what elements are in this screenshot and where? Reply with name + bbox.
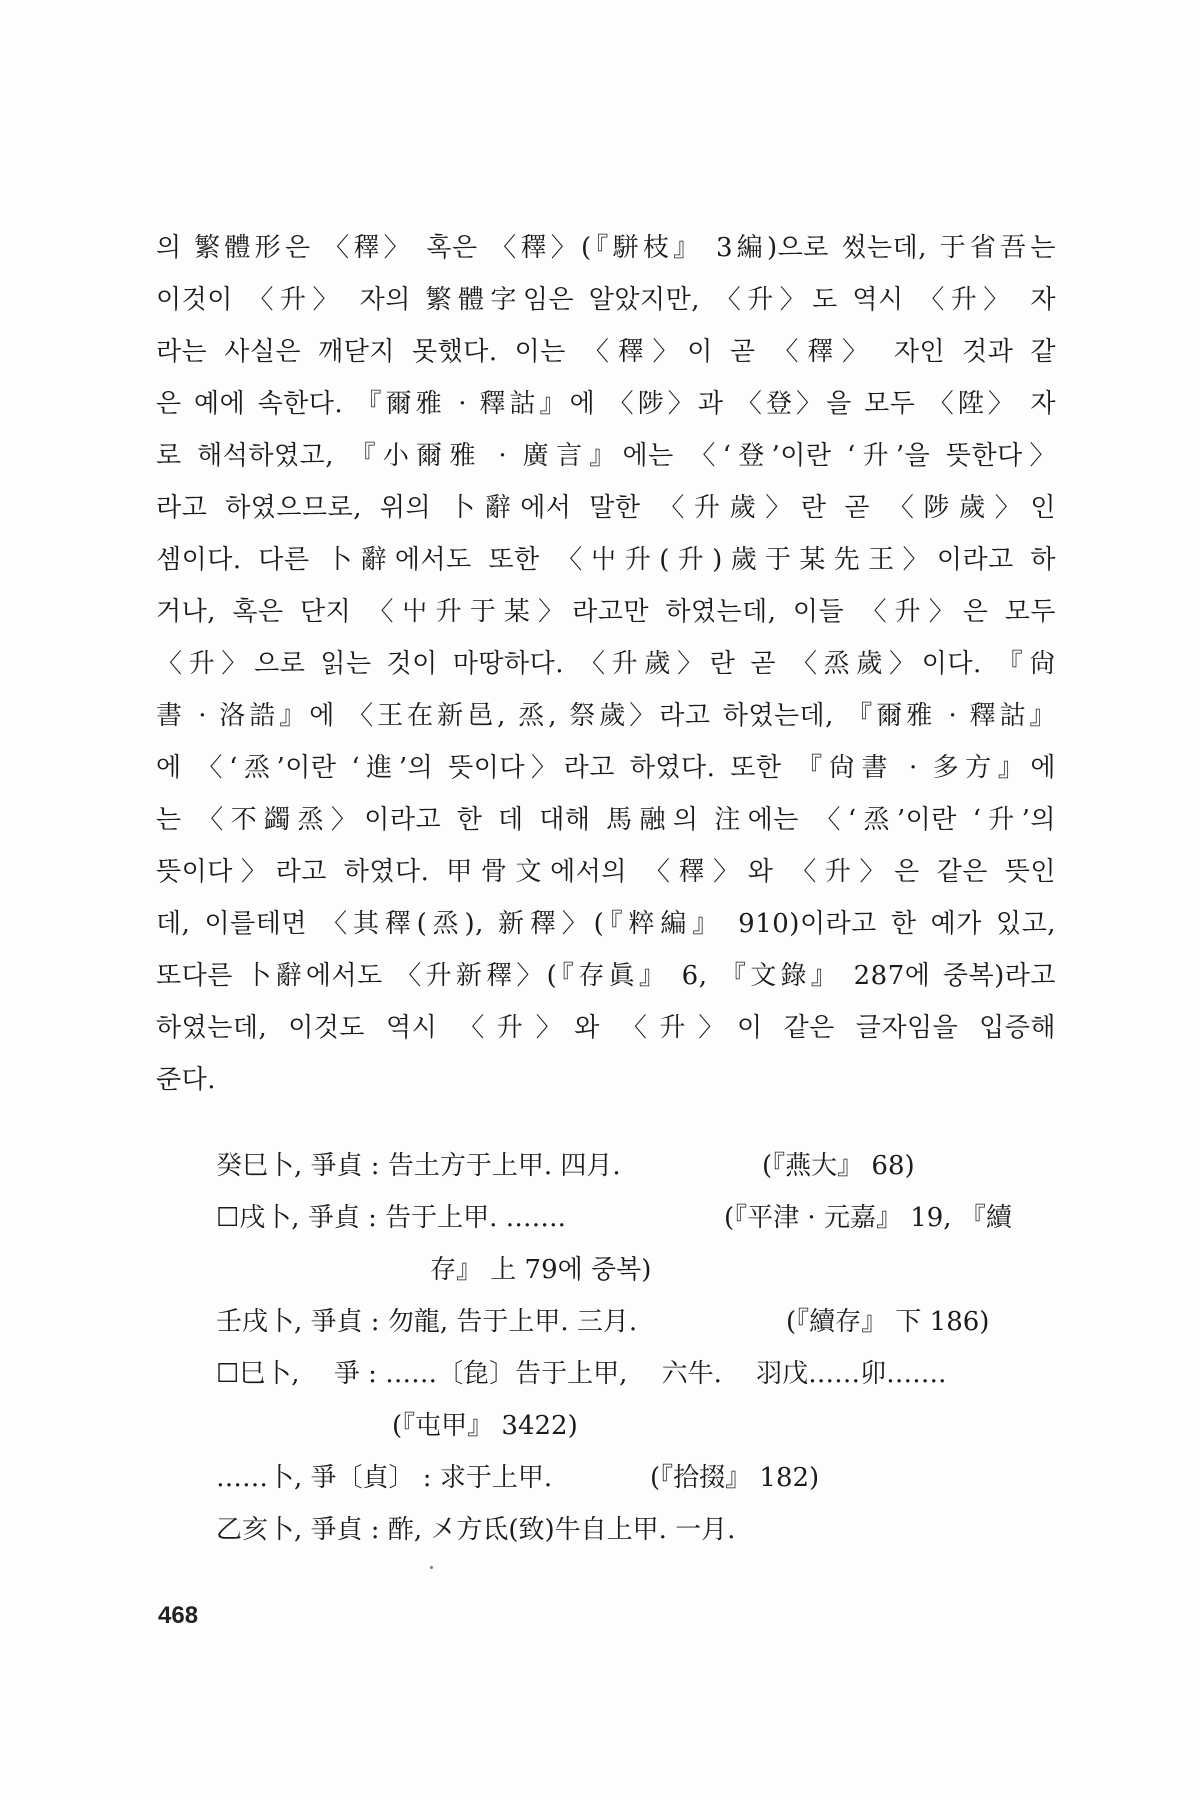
inscription-text: ……卜, 爭〔貞〕 : 求于上甲. xyxy=(216,1463,553,1493)
inscription-text: 乙亥卜, 爭貞 : 酢, 㐅方氐(致)牛自上甲. 一月. xyxy=(216,1515,736,1545)
inscription-text: 癸巳卜, 爭貞 : 告土方于上甲. 四月. xyxy=(216,1151,621,1181)
inscription-entry xyxy=(216,1452,1056,1504)
body-line: 또다른 卜辭에서도 〈升新䆁〉(『存眞』 6, 『文錄』 287에 중복)라고 xyxy=(156,961,1056,991)
body-paragraph xyxy=(156,222,1056,1106)
inscription-entry xyxy=(216,1504,1056,1556)
body-line: 〈升〉으로 읽는 것이 마땅하다. 〈升歲〉란 곧 〈烝歲〉이다. 『尙 xyxy=(156,649,1056,679)
body-line: 데, 이를테면 〈其䆁(烝), 新䆁〉(『粹編』 910)이라고 한 예가 있고, xyxy=(156,909,1056,939)
body-line: 라고 하였으므로, 위의 卜辭에서 말한 〈升歲〉란 곧 〈陟歲〉인 xyxy=(156,493,1056,523)
print-speck xyxy=(430,1566,433,1569)
inscription-entry xyxy=(216,1296,1056,1348)
inscription-entry xyxy=(216,1348,1056,1452)
body-line: 에 〈‘烝’이란 ‘進’의 뜻이다〉라고 하였다. 또한 『尙書 · 多方』에 xyxy=(156,753,1056,783)
body-line: 로 해석하였고, 『小爾雅 · 廣言』에는 〈‘登’이란 ‘升’을 뜻한다〉 xyxy=(156,441,1056,471)
body-line: 書 · 洛誥』에 〈王在新邑, 烝, 祭歲〉라고 하였는데, 『爾雅 · 釋詁』 xyxy=(156,701,1056,731)
body-line: 하였는데, 이것도 역시 〈升〉와 〈升〉이 같은 글자임을 입증해 xyxy=(156,1013,1056,1043)
inscription-source: (『拾掇』 182) xyxy=(650,1463,820,1493)
inscription-source-continued: (『屯甲』 3422) xyxy=(392,1411,578,1441)
body-line: 거나, 혹은 단지 〈屮升于某〉라고만 하였는데, 이들 〈升〉은 모두 xyxy=(156,597,1056,627)
body-line: 는 〈不蠲烝〉이라고 한 데 대해 馬融의 注에는 〈‘烝’이란 ‘升’의 xyxy=(156,805,1056,835)
oracle-inscription-list xyxy=(216,1140,1056,1556)
inscription-entry xyxy=(216,1192,1056,1296)
inscription-source: (『平津 · 元嘉』 19, 『續 xyxy=(724,1203,1012,1233)
body-line: 준다. xyxy=(156,1065,216,1095)
inscription-text: ☐戌卜, 爭貞 : 告于上甲. ……. xyxy=(216,1203,566,1233)
inscription-text: 壬戌卜, 爭貞 : 勿龍, 告于上甲. 三月. xyxy=(216,1307,638,1337)
inscription-source: (『燕大』 68) xyxy=(762,1151,915,1181)
body-line: 셈이다. 다른 卜辭에서도 또한 〈屮升(升)歲于某先王〉이라고 하 xyxy=(156,545,1056,575)
inscription-entry xyxy=(216,1140,1056,1192)
page-number: 468 xyxy=(158,1602,199,1629)
body-line: 은 예에 속한다. 『爾雅 · 釋詁』에 〈陟〉과 〈登〉을 모두 〈陞〉 자 xyxy=(156,389,1056,419)
body-line: 이것이 〈升〉 자의 繁體字임은 알았지만, 〈升〉도 역시 〈升〉 자 xyxy=(156,285,1056,315)
inscription-source: (『續存』 下 186) xyxy=(786,1307,990,1337)
inscription-source-continued: 存』 上 79에 중복) xyxy=(430,1255,652,1285)
body-line: 의 繁體形은 〈䆁〉 혹은 〈䆁〉(『駢枝』 3編)으로 썼는데, 于省吾는 xyxy=(156,233,1056,263)
body-line: 뜻이다〉라고 하였다. 甲骨文에서의 〈䆁〉와 〈升〉은 같은 뜻인 xyxy=(156,857,1056,887)
inscription-text: ☐巳卜, 爭 : ……〔㲋〕告于上甲, 六牛. 羽戊……卯……. xyxy=(216,1359,947,1389)
body-line: 라는 사실은 깨닫지 못했다. 이는 〈䆁〉이 곧 〈䆁〉 자인 것과 같 xyxy=(156,337,1056,367)
